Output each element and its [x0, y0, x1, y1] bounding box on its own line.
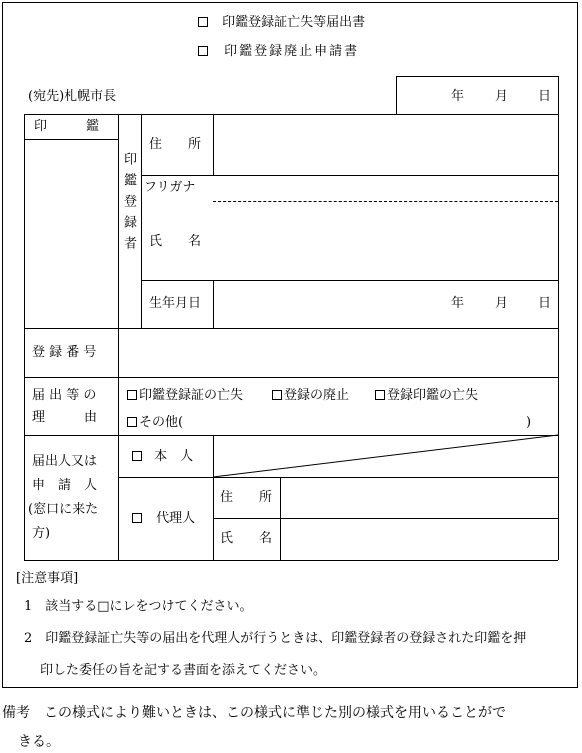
birth-month: 月: [495, 296, 509, 311]
address-label: 住 所: [149, 137, 202, 152]
applicant-label-1: 届出人又は: [32, 454, 98, 469]
applicant-label-4: 方): [32, 526, 51, 541]
applicant-label-3: (窓口に来た: [28, 502, 99, 517]
note-2b: 印した委任の旨を記する書面を添えてください。: [40, 663, 327, 678]
checkbox-self[interactable]: [132, 451, 142, 461]
birth-year: 年: [451, 296, 465, 311]
agent-name-label: 氏 名: [220, 531, 273, 546]
agent-label: 代理人: [156, 511, 196, 526]
registrant-label: 印鑑登録者: [121, 152, 136, 257]
reason-label-1: 届 出 等 の: [32, 388, 97, 403]
note-2a: 2 印鑑登録証亡失等の届出を代理人が行うときは、印鑑登録者の登録された印鑑を押: [24, 631, 527, 646]
self-option: [132, 450, 193, 463]
date-year: 年: [451, 89, 465, 104]
reason-label-2: 理 由: [32, 410, 98, 425]
reason-abolish: 登録の廃止: [272, 389, 349, 402]
date-day: 日: [538, 89, 552, 104]
checkbox-agent[interactable]: [132, 513, 142, 523]
seal-label: 印 鑑: [34, 119, 100, 134]
reason-lost-card: 印鑑登録証の亡失: [127, 389, 243, 402]
date-month: 月: [495, 89, 509, 104]
name-label: 氏 名: [149, 234, 202, 249]
note-1: 1 該当する□にレをつけてください。: [24, 599, 253, 614]
reason-other: その他(: [127, 416, 183, 429]
reason-lost-seal: 登録印鑑の亡失: [375, 389, 478, 402]
birth-day: 日: [538, 296, 552, 311]
title-option-1-text: 印鑑登録証亡失等届出書: [222, 15, 366, 30]
furigana-label: フリガナ: [144, 180, 196, 195]
remarks-line-2: きる。: [18, 734, 60, 750]
title-option-2-text: 印鑑登録廃止申請書: [224, 44, 360, 59]
reason-other-close: ): [526, 415, 532, 430]
self-label: 本 人: [154, 449, 194, 464]
addressee: (宛先)札幌市長: [28, 89, 117, 104]
remarks-line-1: 備考 この様式により難いときは、この様式に準じた別の様式を用いることがで: [2, 705, 506, 721]
agent-address-label: 住 所: [220, 490, 273, 505]
notes-heading: [注意事項]: [16, 571, 79, 586]
reg-number-label: 登 録 番 号: [32, 345, 97, 360]
birthdate-label: 生年月日: [149, 296, 202, 311]
agent-option: [132, 512, 195, 525]
applicant-label-2: 申 請 人: [32, 478, 98, 493]
